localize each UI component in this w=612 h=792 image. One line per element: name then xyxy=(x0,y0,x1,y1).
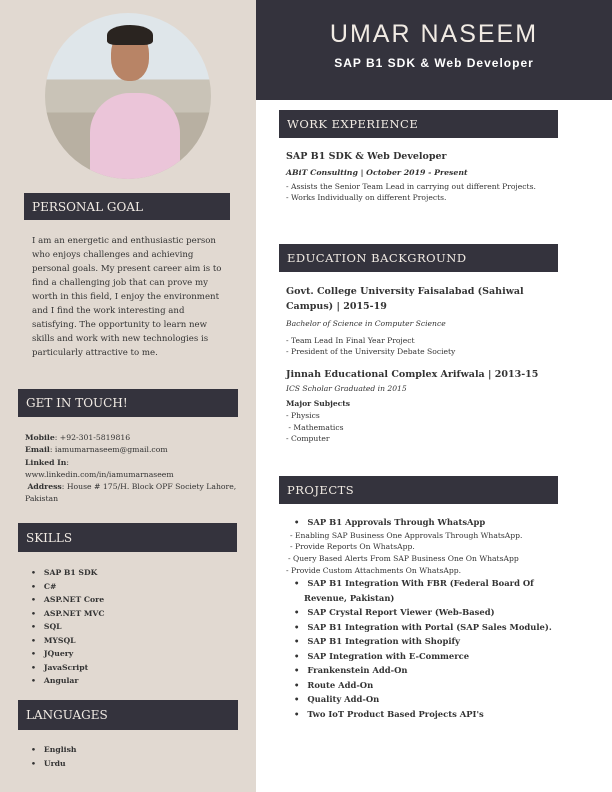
project-detail: - Provide Custom Attachments On WhatsApp. xyxy=(286,565,462,575)
subject: - Computer xyxy=(286,434,330,444)
duty: - Works Individually on different Projects. xyxy=(286,193,447,203)
project-detail: - Provide Reports On WhatsApp. xyxy=(290,542,415,552)
project-item: • Frankenstein Add-On xyxy=(286,663,566,678)
skills-list xyxy=(31,566,105,688)
header xyxy=(256,0,612,100)
linkedin-link[interactable]: www.linkedin.com/in/iamumarnaseem xyxy=(25,469,174,479)
language-item: • Urdu xyxy=(31,757,77,771)
email-link[interactable]: iamumarnaseem@gmail.com xyxy=(54,445,168,455)
education-heading: EDUCATION BACKGROUND xyxy=(279,244,558,272)
education-section xyxy=(286,284,556,445)
projects-section xyxy=(286,515,566,721)
profile-photo xyxy=(45,13,211,179)
work-heading: WORK EXPERIENCE xyxy=(279,110,558,138)
subjects-label: Major Subjects xyxy=(286,399,351,409)
personal-goal-text: I am an energetic and enthusiastic person who enjoys challenges and achieving personal goals. My present career aim is to find a challenging job that can prove my worth in this field, I enjoy the environment and I find the work interesting and satisfying. The opportunity to learn new skills and work with new technologies is particularly attractive to me. xyxy=(32,236,222,358)
skills-heading: SKILLS xyxy=(18,523,237,552)
subject: - Mathematics xyxy=(286,422,344,432)
project-item: • SAP B1 Integration With FBR (Federal Board Of Revenue, Pakistan) xyxy=(286,576,566,605)
skill-item: • SAP B1 SDK xyxy=(31,566,105,580)
project-item: • SAP B1 Integration with Shopify xyxy=(286,634,566,649)
project-detail: - Enabling SAP Business One Approvals Through WhatsApp. xyxy=(290,530,523,540)
project-item: • SAP B1 Integration with Portal (SAP Sales Module). xyxy=(286,620,566,635)
project-item: • SAP B1 Approvals Through WhatsApp xyxy=(286,515,566,530)
skill-item: • ASP.NET MVC xyxy=(31,607,105,621)
contact-info: Mobile: +92-301-5819816 Email: iamumarnaseem@gmail.com Linked In: www.linkedin.com/in/iamumarnaseem Address: House # 175/H. Block OPF Society Lahore, Pakistan xyxy=(25,432,240,506)
school: Jinnah Educational Complex Arifwala | 2013-15 xyxy=(286,369,539,381)
edu-note: - President of the University Debate Society xyxy=(286,347,456,357)
languages-list xyxy=(31,743,77,770)
job-title: SAP B1 SDK & Web Developer xyxy=(286,151,447,162)
project-item: • Route Add-On xyxy=(286,678,566,693)
person-role: SAP B1 SDK & Web Developer xyxy=(334,56,534,70)
address-label: Address xyxy=(27,482,62,492)
mobile: +92-301-5819816 xyxy=(59,433,131,442)
languages-heading: LANGUAGES xyxy=(18,700,238,730)
project-item: • SAP Crystal Report Viewer (Web-Based) xyxy=(286,605,566,620)
project-item: • Quality Add-On xyxy=(286,692,566,707)
duty: - Assists the Senior Team Lead in carrying out different Projects. xyxy=(286,181,536,191)
email-label: Email xyxy=(25,445,50,455)
projects-heading: PROJECTS xyxy=(279,476,558,504)
skill-item: • Angular xyxy=(31,674,105,688)
project-item: • Two IoT Product Based Projects API's xyxy=(286,707,566,722)
company: ABiT Consulting | October 2019 - Present xyxy=(286,168,468,178)
edu-note: - Team Lead In Final Year Project xyxy=(286,335,415,345)
language-item: • English xyxy=(31,743,77,757)
address: House # 175/H. Block OPF Society Lahore, Pakistan xyxy=(25,482,237,504)
degree: Bachelor of Science in Computer Science xyxy=(286,319,446,328)
linkedin-label: Linked In xyxy=(25,457,67,467)
skill-item: • MYSQL xyxy=(31,634,105,648)
contact-heading: GET IN TOUCH! xyxy=(18,389,238,417)
skill-item: • JQuery xyxy=(31,647,105,661)
skill-item: • ASP.NET Core xyxy=(31,593,105,607)
degree: ICS Scholar Graduated in 2015 xyxy=(286,384,407,394)
skill-item: • C# xyxy=(31,580,105,594)
personal-goal-heading: PERSONAL GOAL xyxy=(24,193,230,220)
person-name: UMAR NASEEM xyxy=(329,20,539,48)
subject: - Physics xyxy=(286,410,320,420)
project-detail: - Query Based Alerts From SAP Business One On WhatsApp xyxy=(288,553,519,563)
skill-item: • SQL xyxy=(31,620,105,634)
school: Govt. College University Faisalabad (Sahiwal Campus) | 2015-19 xyxy=(286,286,524,312)
work-section xyxy=(286,150,556,204)
project-item: • SAP Integration with E-Commerce xyxy=(286,649,566,664)
mobile-label: Mobile xyxy=(25,433,55,442)
skill-item: • JavaScript xyxy=(31,661,105,675)
